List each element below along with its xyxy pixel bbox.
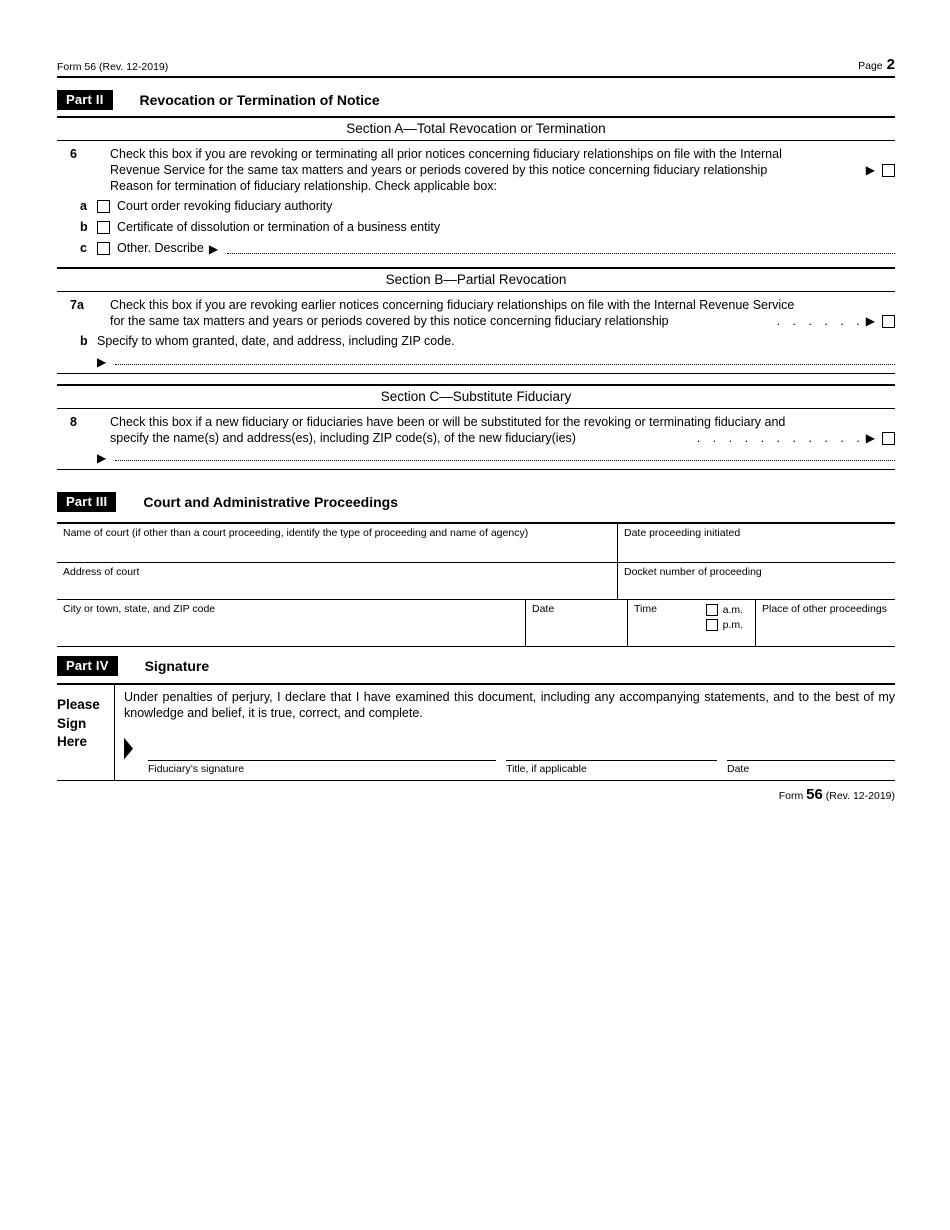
fiduciary-signature-input[interactable]: [148, 744, 496, 761]
docket-number-label: Docket number of proceeding: [624, 566, 762, 578]
line-8-number: 8: [70, 415, 77, 429]
sectionB-heading: Section B—Partial Revocation: [57, 269, 895, 292]
am-label: a.m.: [722, 604, 743, 616]
date-proceeding-initiated-field[interactable]: [617, 524, 895, 562]
time-field[interactable]: [627, 600, 755, 646]
form-revision-id: Form 56 (Rev. 12-2019): [57, 61, 169, 73]
name-of-court-field[interactable]: [57, 524, 617, 562]
line-7a-number: 7a: [70, 298, 84, 312]
line-8-text-2: [110, 430, 895, 446]
option-a-label: Court order revoking fiduciary authority: [117, 199, 333, 213]
sectionB-bottom-rule: [57, 373, 895, 374]
page-indicator: [858, 56, 895, 73]
pm-checkbox[interactable]: [706, 619, 718, 631]
line-8-write-line[interactable]: [115, 460, 895, 461]
part3-title: Court and Administrative Proceedings: [143, 494, 398, 510]
date-input[interactable]: [727, 744, 895, 761]
line-6-reason-label: Reason for termination of fiduciary relationship. Check applicable box:: [110, 179, 498, 193]
part2-header: [57, 90, 895, 118]
signature-area: [114, 685, 895, 780]
checkbox-option-b[interactable]: [97, 221, 110, 234]
signature-block: [57, 683, 895, 781]
checkbox-option-a[interactable]: [97, 200, 110, 213]
line-7a-text: [110, 297, 895, 329]
checkbox-option-c[interactable]: [97, 242, 110, 255]
line-6-text-1: Check this box if you are revoking or terminating all prior notices concerning fiduciary relationships on file with the Internal: [110, 147, 782, 161]
page-footer: [57, 786, 895, 803]
fiduciary-signature-caption: Fiduciary’s signature: [148, 763, 245, 775]
date-proceeding-initiated-label: Date proceeding initiated: [624, 527, 741, 539]
signature-line-row: [124, 729, 895, 775]
city-state-zip-label: City or town, state, and ZIP code: [63, 603, 216, 615]
option-b-row: [57, 219, 895, 236]
ampm-group: [706, 603, 749, 643]
checkbox-line6[interactable]: [882, 164, 895, 177]
court-proceedings-table: [57, 522, 895, 647]
line-7b-letter: b: [80, 334, 88, 348]
option-a-row: [57, 198, 895, 215]
city-state-zip-field[interactable]: [57, 600, 525, 646]
footer-form-word: Form: [778, 790, 804, 802]
other-describe-write-line[interactable]: [227, 253, 895, 254]
table-row: [57, 563, 895, 600]
line-7b-write-line[interactable]: [115, 364, 895, 365]
option-c-label: Other. Describe: [117, 241, 204, 255]
part3-header: [57, 492, 895, 512]
sectionC-bottom-rule: [57, 469, 895, 470]
table-row: [57, 524, 895, 563]
part4-title: Signature: [144, 658, 210, 674]
page-header: [57, 56, 895, 78]
line-7b-write-row: [57, 356, 895, 368]
name-of-court-label: Name of court (if other than a court proceeding, identify the type of proceeding and name of agency): [63, 527, 529, 539]
page-number: 2: [886, 56, 895, 73]
option-c-row: [57, 240, 895, 257]
footer-form-number: 56: [806, 786, 823, 803]
part3-badge: Part III: [57, 492, 116, 512]
pm-label: p.m.: [722, 619, 743, 631]
arrow-icon: ▶: [208, 241, 219, 256]
time-label: Time: [634, 603, 657, 615]
please-sign-here-label: Please Sign Here: [57, 697, 100, 749]
line-6-text: [110, 146, 895, 194]
am-checkbox[interactable]: [706, 604, 718, 616]
line-8: [57, 414, 895, 446]
line-8-write-row: [57, 452, 895, 464]
pm-row: [706, 619, 743, 631]
option-c-letter: c: [80, 241, 87, 255]
title-column: [506, 744, 717, 775]
line-7b-row: [57, 333, 895, 350]
line-6-text-2: [110, 162, 895, 178]
date-caption: Date: [727, 763, 750, 775]
am-row: [706, 604, 743, 616]
line-7a-text-2-span: for the same tax matters and years or periods covered by this notice concerning fiduciary relationship: [110, 314, 669, 328]
place-of-other-proceedings-label: Place of other proceedings: [762, 603, 887, 615]
line-7a-text-1: Check this box if you are revoking earlier notices concerning fiduciary relationships on file with the Internal Revenue Service: [110, 298, 795, 312]
dot-leader: . . . . . . . . . . .: [696, 431, 860, 445]
address-of-court-field[interactable]: [57, 563, 617, 599]
footer-revision: (Rev. 12-2019): [825, 790, 895, 802]
line-8-text-2-span: specify the name(s) and address(es), including ZIP code(s), of the new fiduciary(ies): [110, 431, 576, 445]
arrow-icon: ▶: [97, 355, 107, 369]
address-of-court-label: Address of court: [63, 566, 140, 578]
line-7b-label: Specify to whom granted, date, and address, including ZIP code.: [97, 334, 455, 348]
date-field[interactable]: [525, 600, 627, 646]
line-6-number: 6: [70, 147, 77, 161]
date-column: [727, 744, 895, 775]
line-7a: [57, 297, 895, 329]
docket-number-field[interactable]: [617, 563, 895, 599]
dot-leader: . . . . . .: [776, 314, 860, 328]
part2-badge: Part II: [57, 90, 113, 110]
sectionC-heading: Section C—Substitute Fiduciary: [57, 386, 895, 409]
sectionA-heading: Section A—Total Revocation or Termination: [57, 118, 895, 141]
perjury-statement: Under penalties of perjury, I declare that I have examined this document, including any accompanying statements, and to the best of my knowledge and belief, it is true, correct, and complete.: [124, 690, 895, 720]
signature-arrow-icon: ▶: [124, 732, 134, 764]
line-6-text-2-span: Revenue Service for the same tax matters and years or periods covered by this notice concerning fiduciary relationship: [110, 163, 768, 177]
table-row: [57, 600, 895, 646]
arrow-icon: ▶: [865, 163, 875, 177]
option-b-letter: b: [80, 220, 88, 234]
title-caption: Title, if applicable: [506, 763, 587, 775]
option-b-label: Certificate of dissolution or termination of a business entity: [117, 220, 441, 234]
line-8-text: [110, 414, 895, 446]
line-6: [57, 146, 895, 194]
arrow-icon: ▶: [97, 451, 107, 465]
line-8-text-1: Check this box if a new fiduciary or fiduciaries have been or will be substituted for the revoking or terminating fiduciary and: [110, 415, 786, 429]
arrow-icon: ▶: [865, 431, 875, 445]
arrow-icon: ▶: [865, 314, 875, 328]
line-7a-text-2: [110, 313, 895, 329]
part4-header: [57, 656, 895, 676]
page-word: Page: [858, 60, 883, 72]
part2-title: Revocation or Termination of Notice: [139, 92, 380, 108]
place-of-other-proceedings-field[interactable]: [755, 600, 895, 646]
fiduciary-signature-column: [148, 744, 496, 775]
part4-badge: Part IV: [57, 656, 118, 676]
title-input[interactable]: [506, 744, 717, 761]
checkbox-line8[interactable]: [882, 432, 895, 445]
option-a-letter: a: [80, 199, 87, 213]
checkbox-line7a[interactable]: [882, 315, 895, 328]
date-label: Date: [532, 603, 555, 615]
